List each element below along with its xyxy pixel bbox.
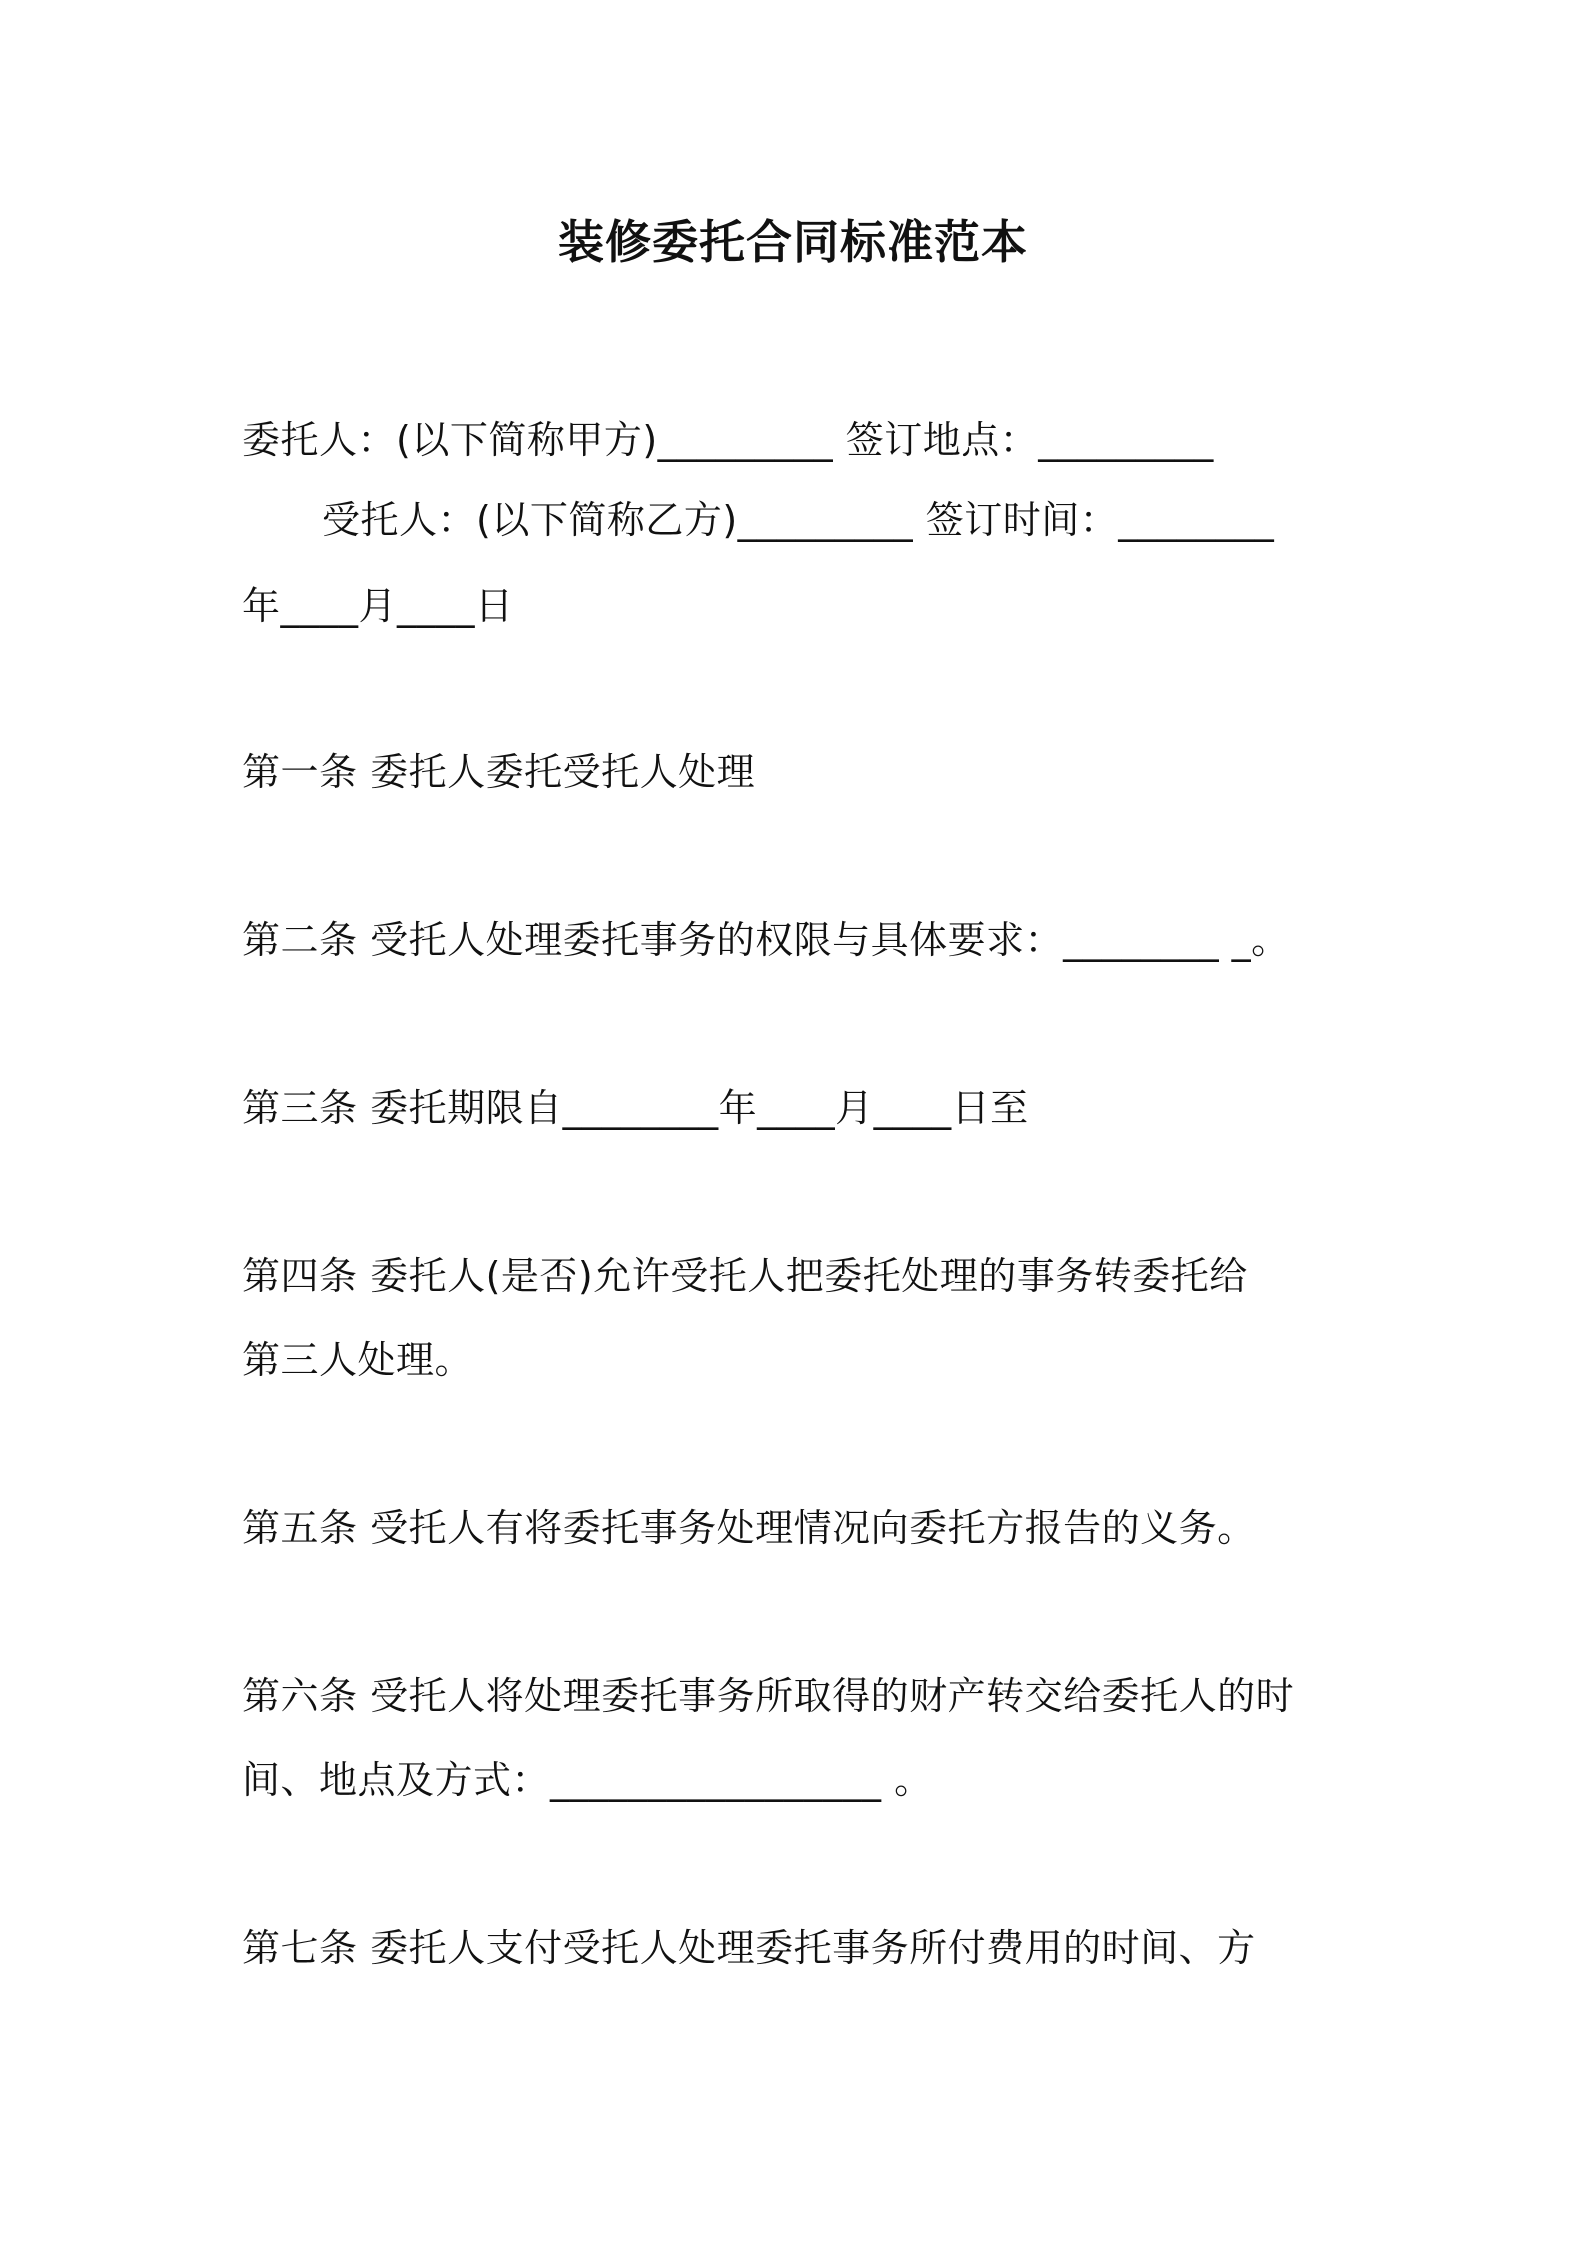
article-2: 第二条 受托人处理委托事务的权限与具体要求：________ _。	[242, 918, 1290, 962]
article-6-line-1: 第六条 受托人将处理委托事务所取得的财产转交给委托人的时	[242, 1674, 1295, 1718]
date-line: 年____月____日	[242, 584, 514, 628]
article-5: 第五条 受托人有将委托事务处理情况向委托方报告的义务。	[242, 1506, 1256, 1550]
article-4-line-1: 第四条 委托人(是否)允许受托人把委托处理的事务转委托给	[242, 1254, 1248, 1298]
article-6-line-2: 间、地点及方式：_________________ 。	[242, 1758, 933, 1802]
article-7: 第七条 委托人支付受托人处理委托事务所付费用的时间、方	[242, 1926, 1256, 1970]
article-3: 第三条 委托期限自________年____月____日至	[242, 1086, 1029, 1130]
principal-line: 委托人：(以下简称甲方)_________ 签订地点：_________	[242, 418, 1214, 462]
article-1: 第一条 委托人委托受托人处理	[242, 750, 756, 794]
agent-line: 受托人：(以下简称乙方)_________ 签订时间：________	[322, 498, 1275, 542]
document-title: 装修委托合同标准范本	[558, 215, 1028, 269]
article-4-line-2: 第三人处理。	[242, 1338, 474, 1382]
